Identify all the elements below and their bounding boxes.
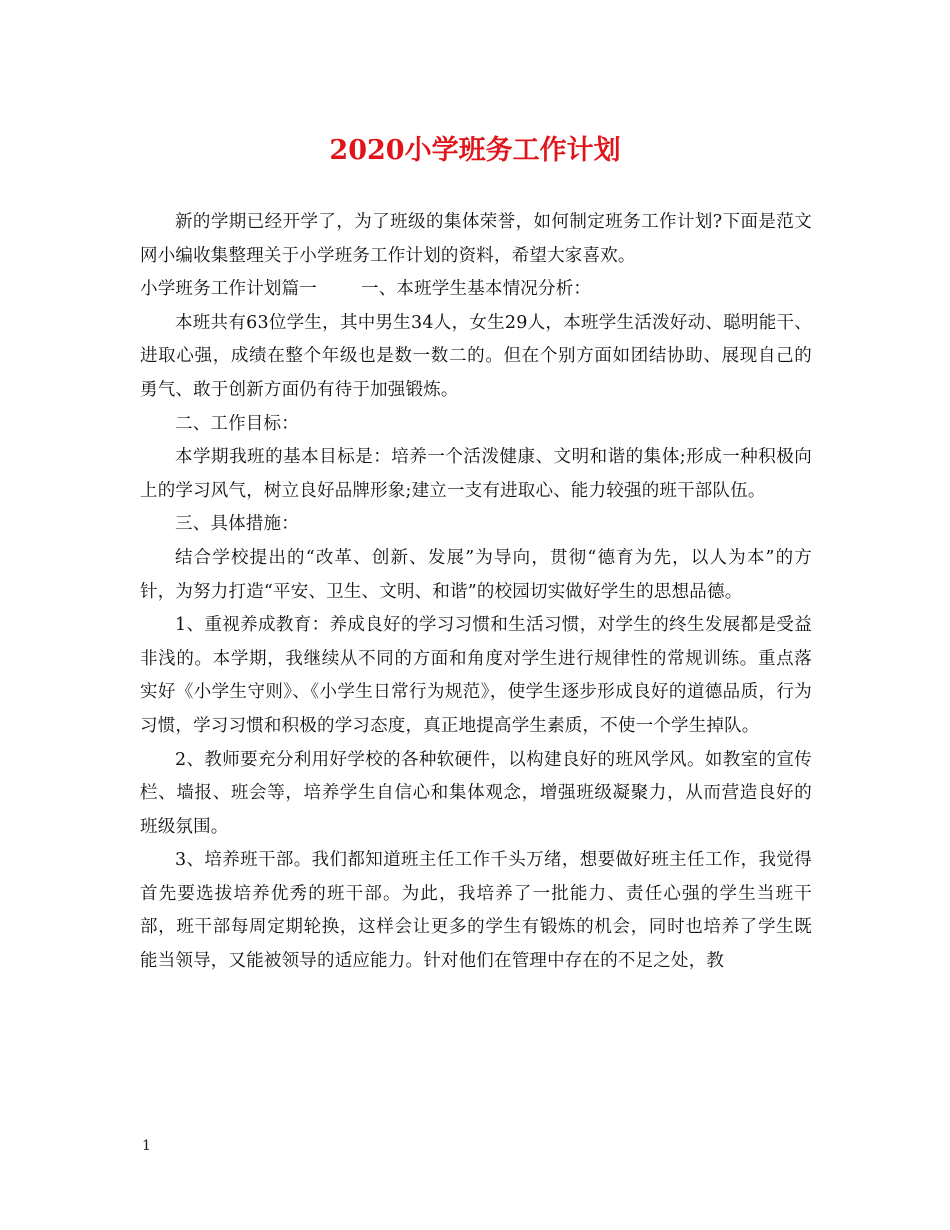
paragraph-3: 结合学校提出的“改革、创新、发展”为导向，贯彻“德育为先，以人为本”的方针，为努力打造“平安、卫生、文明、和谐”的校园切实做好学生的思想品德。 (140, 547, 812, 602)
paragraph-6: 3、培养班干部。我们都知道班主任工作千头万绪，想要做好班主任工作，我觉得首先要选拔培养优秀的班干部。为此，我培养了一批能力、责任心强的学生当班干部，班干部每周定期轮换，这样会让更多的学生有锻炼的机会，同时也培养了学生既能当领导，又能被领导的适应能力。针对他们在管理中存在的不足之处，教 (140, 850, 812, 972)
section-label: 小学班务工作计划篇一 (140, 279, 317, 300)
paragraph-intro: 新的学期已经开学了，为了班级的集体荣誉，如何制定班务工作计划?下面是范文网小编收集整理关于小学班务工作计划的资料，希望大家喜欢。 (140, 212, 812, 266)
page-number: 1 (142, 1138, 151, 1154)
paragraph-2: 本学期我班的基本目标是：培养一个活泼健康、文明和谐的集体;形成一种积极向上的学习风气，树立良好品牌形象;建立一支有进取心、能力较强的班干部队伍。 (140, 447, 812, 501)
paragraph-5: 2、教师要充分利用好学校的各种软硬件，以构建良好的班风学风。如教室的宣传栏、墙报、班会等，培养学生自信心和集体观念，增强班级凝聚力，从而营造良好的班级氛围。 (140, 749, 812, 837)
paragraph-4: 1、重视养成教育：养成良好的学习习惯和生活习惯，对学生的终生发展都是受益非浅的。本学期，我继续从不同的方面和角度对学生进行规律性的常规训练。重点落实好《小学生守则》、《小学生日常行为规范》，使学生逐步形成良好的道德品质，行为习惯，学习习惯和积极的学习态度，真正地提高学生素质，不使一个学生掉队。 (140, 615, 812, 736)
section-line (140, 273, 812, 307)
document-title: 2020小学班务工作计划 (329, 135, 621, 166)
section-heading-1: 一、本班学生基本情况分析： (361, 279, 592, 300)
section-heading-2: 二、工作目标： (175, 413, 299, 434)
paragraph-1: 本班共有63位学生，其中男生34人，女生29人，本班学生活泼好动、聪明能干、进取心强，成绩在整个年级也是数一数二的。但在个别方面如团结协助、展现自己的勇气、敢于创新方面仍有待于加强锻炼。 (140, 312, 812, 400)
document-body (140, 206, 812, 979)
section-heading-3: 三、具体措施： (175, 514, 299, 535)
